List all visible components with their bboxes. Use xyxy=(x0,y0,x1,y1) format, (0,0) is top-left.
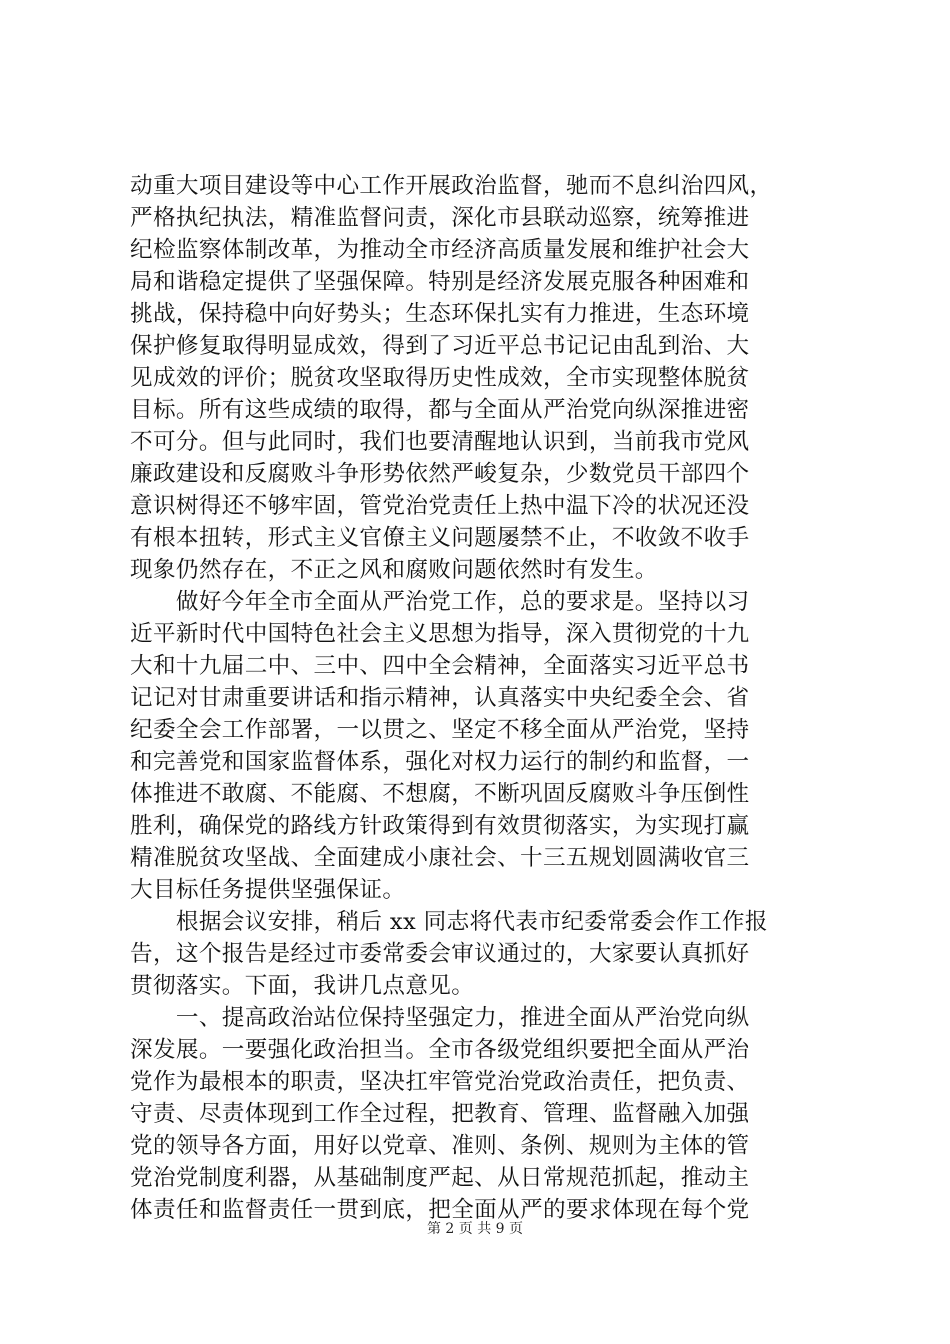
text-line: 体责任和监督责任一贯到底，把全面从严的要求体现在每个党 xyxy=(130,1197,750,1223)
text-line: 动重大项目建设等中心工作开展政治监督，驰而不息纠治四风， xyxy=(130,173,773,199)
text-line: 大目标任务提供坚强保证。 xyxy=(130,877,406,903)
text-line: 纪检监察体制改革，为推动全市经济高质量发展和维护社会大 xyxy=(130,237,750,263)
text-line: 胜利，确保党的路线方针政策得到有效贯彻落实，为实现打赢 xyxy=(130,813,750,839)
text-line: 不可分。但与此同时，我们也要清醒地认识到，当前我市党风 xyxy=(130,429,750,455)
text-line: 纪委全会工作部署，一以贯之、坚定不移全面从严治党，坚持 xyxy=(130,717,750,743)
page-number-footer: 第 2 页 共 9 页 xyxy=(426,1221,524,1237)
text-line: 现象仍然存在，不正之风和腐败问题依然时有发生。 xyxy=(130,557,658,583)
text-line: 保护修复取得明显成效，得到了习近平总书记记由乱到治、大 xyxy=(130,333,750,359)
paragraph-start-line: 一、提高政治站位保持坚强定力，推进全面从严治党向纵 xyxy=(130,1005,750,1031)
text-line: 党治党制度利器，从基础制度严起、从日常规范抓起，推动主 xyxy=(130,1165,750,1191)
text-line: 告，这个报告是经过市委常委会审议通过的，大家要认真抓好 xyxy=(130,941,750,967)
paragraph-start-line: 根据会议安排，稍后 xx 同志将代表市纪委常委会作工作报 xyxy=(130,909,768,935)
text-line: 体推进不敢腐、不能腐、不想腐，不断巩固反腐败斗争压倒性 xyxy=(130,781,750,807)
text-line: 意识树得还不够牢固，管党治党责任上热中温下冷的状况还没 xyxy=(130,493,750,519)
text-line: 守责、尽责体现到工作全过程，把教育、管理、监督融入加强 xyxy=(130,1101,750,1127)
text-line: 严格执纪执法，精准监督问责，深化市县联动巡察，统筹推进 xyxy=(130,205,750,231)
text-line: 党作为最根本的职责，坚决扛牢管党治党政治责任，把负责、 xyxy=(130,1069,750,1095)
text-line: 和完善党和国家监督体系，强化对权力运行的制约和监督，一 xyxy=(130,749,750,775)
text-line: 大和十九届二中、三中、四中全会精神，全面落实习近平总书 xyxy=(130,653,750,679)
text-line: 党的领导各方面，用好以党章、准则、条例、规则为主体的管 xyxy=(130,1133,750,1159)
text-line: 深发展。一要强化政治担当。全市各级党组织要把全面从严治 xyxy=(130,1037,750,1063)
paragraph-start-line: 做好今年全市全面从严治党工作，总的要求是。坚持以习 xyxy=(130,589,750,615)
document-body xyxy=(130,170,830,1226)
text-line: 贯彻落实。下面，我讲几点意见。 xyxy=(130,973,475,999)
text-line: 挑战，保持稳中向好势头；生态环保扎实有力推进，生态环境 xyxy=(130,301,750,327)
text-line: 廉政建设和反腐败斗争形势依然严峻复杂，少数党员干部四个 xyxy=(130,461,750,487)
text-line: 见成效的评价；脱贫攻坚取得历史性成效，全市实现整体脱贫 xyxy=(130,365,750,391)
text-line: 有根本扭转，形式主义官僚主义问题屡禁不止，不收敛不收手 xyxy=(130,525,750,551)
text-line: 近平新时代中国特色社会主义思想为指导，深入贯彻党的十九 xyxy=(130,621,750,647)
text-line: 记记对甘肃重要讲话和指示精神，认真落实中央纪委全会、省 xyxy=(130,685,750,711)
text-line: 精准脱贫攻坚战、全面建成小康社会、十三五规划圆满收官三 xyxy=(130,845,750,871)
text-line: 目标。所有这些成绩的取得，都与全面从严治党向纵深推进密 xyxy=(130,397,750,423)
text-line: 局和谐稳定提供了坚强保障。特别是经济发展克服各种困难和 xyxy=(130,269,750,295)
